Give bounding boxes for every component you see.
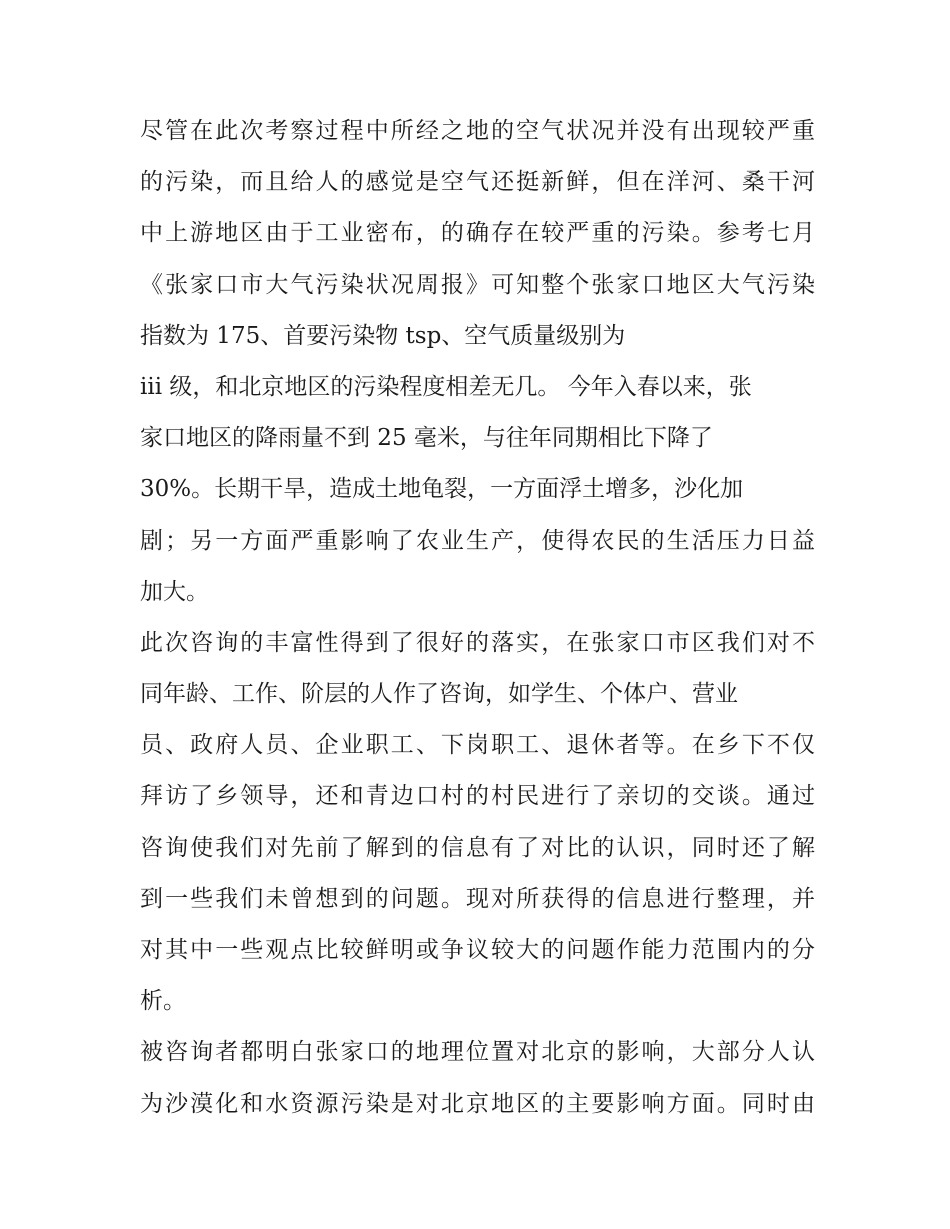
text-line: 员、政府人员、企业职工、下岗职工、退休者等。在乡下不仅 xyxy=(140,732,815,759)
text-line: 拜访了乡领导，还和青边口村的村民进行了亲切的交谈。通过 xyxy=(140,783,815,810)
text-line: 咨询使我们对先前了解到的信息有了对比的认识，同时还了解 xyxy=(140,834,815,861)
text-line: 的污染，而且给人的感觉是空气还挺新鲜，但在洋河、桑干河 xyxy=(140,169,815,196)
text-line: 加大。 xyxy=(140,578,209,605)
text-line: 30%。长期干旱，造成土地龟裂，一方面浮土增多，沙化加 xyxy=(140,476,744,503)
text-line: 对其中一些观点比较鲜明或争议较大的问题作能力范围内的分 xyxy=(140,937,815,963)
text-line: 《张家口市大气污染状况周报》可知整个张家口地区大气污染 xyxy=(140,271,815,298)
text-line: iii 级，和北京地区的污染程度相差无几。 今年入春以来，张 xyxy=(140,373,752,400)
text-line: 到一些我们未曾想到的问题。现对所获得的信息进行整理，并 xyxy=(140,885,815,912)
text-line: 剧；另一方面严重影响了农业生产，使得农民的生活压力日益 xyxy=(140,527,815,554)
text-line: 指数为 175、首要污染物 tsp、空气质量级别为 xyxy=(140,322,626,349)
paragraph-3 xyxy=(140,1027,815,1129)
text-line: 尽管在此次考察过程中所经之地的空气状况并没有出现较严重 xyxy=(140,118,815,144)
text-line: 中上游地区由于工业密布，的确存在较严重的污染。参考七月 xyxy=(140,220,815,247)
text-line: 析。 xyxy=(140,988,186,1015)
text-line: 同年龄、工作、阶层的人作了咨询，如学生、个体户、营业 xyxy=(140,681,738,708)
text-line: 家口地区的降雨量不到 25 毫米，与往年同期相比下降了 xyxy=(140,425,713,452)
text-line: 此次咨询的丰富性得到了很好的落实，在张家口市区我们对不 xyxy=(140,629,815,656)
text-line: 被咨询者都明白张家口的地理位置对北京的影响，大部分人认 xyxy=(140,1039,815,1066)
paragraph-1 xyxy=(140,106,815,618)
text-line: 为沙漠化和水资源污染是对北京地区的主要影响方面。同时由 xyxy=(140,1090,815,1117)
document-body xyxy=(140,106,815,1130)
paragraph-2 xyxy=(140,618,815,1028)
